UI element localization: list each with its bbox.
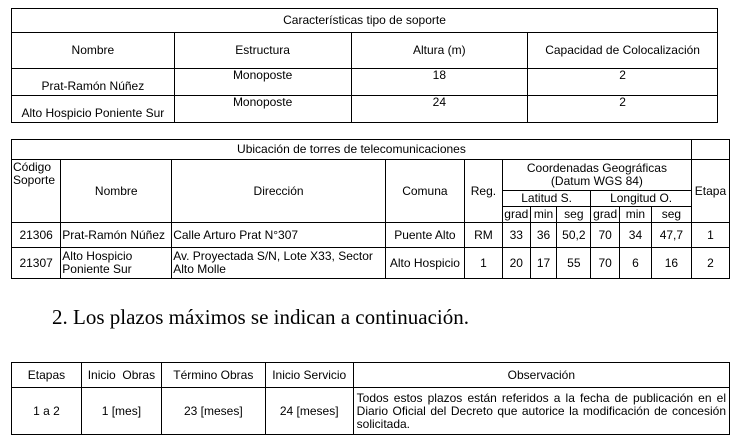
cell-lat-seg: 50,2 [557,223,591,248]
cell-comuna: Alto Hospicio [385,248,464,279]
cell-nombre: Prat-Ramón Núñez [12,69,175,96]
header-latitud: Latitud S. [502,191,590,207]
table-row [12,388,730,435]
cell-nombre: Alto Hospicio Poniente Sur [12,96,175,123]
section-heading: 2. Los plazos máximos se indican a continuación. [52,305,469,329]
header-longitud: Longitud O. [591,191,692,207]
cell-lat-min: 17 [530,248,557,279]
header-lon-seg: seg [651,207,691,223]
header-inicio-obras: Inicio Obras [81,363,161,388]
cell-lon-min: 6 [620,248,652,279]
header-lat-grad: grad [504,207,529,221]
cell-reg: 1 [464,248,502,279]
table-row [12,248,730,279]
header-termino-obras: Término Obras [161,363,265,388]
cell-lat-grad: 33 [502,223,530,248]
cell-codigo: 21306 [12,223,61,248]
header-estructura: Estructura [174,33,351,69]
cell-lon-seg: 16 [651,248,691,279]
header-codigo-soporte: Código Soporte [12,160,61,223]
header-nombre: Nombre [12,33,175,69]
location-table-title: Ubicación de torres de telecomunicaciones [12,140,692,160]
header-lon-grad: grad [591,207,620,223]
cell-altura: 18 [351,69,528,96]
cell-reg: RM [464,223,502,248]
cell-estructura: Monoposte [174,69,351,96]
header-lat-seg: seg [557,207,591,223]
cell-lon-grad: 70 [591,248,620,279]
header-nombre: Nombre [61,160,172,223]
cell-nombre: Prat-Ramón Núñez [61,223,172,248]
cell-lat-min: 36 [530,223,557,248]
table-row [12,69,718,96]
header-lon-min: min [620,207,652,223]
cell-capacidad: 2 [528,69,718,96]
cell-etapa: 1 [691,223,729,248]
header-capacidad: Capacidad de Colocalización [528,33,718,69]
cell-etapas: 1 a 2 [12,388,82,435]
header-observacion: Observación [353,363,729,388]
header-inicio-servicio: Inicio Servicio [265,363,353,388]
cell-capacidad: 2 [528,96,718,123]
tower-location-table [11,139,730,279]
header-etapa: Etapa [691,160,729,223]
cell-nombre: Alto Hospicio Poniente Sur [61,248,172,279]
cell-observacion: Todos estos plazos están referidos a la fecha de publicación en el Diario Oficial del Decreto que autorice la modificación de concesión solicitada. [353,388,729,435]
table-row [12,223,730,248]
cell-direccion: Av. Proyectada S/N, Lote X33, Sector Alto Molle [172,248,386,279]
support-characteristics-table [11,8,718,123]
cell-estructura: Monoposte [174,96,351,123]
cell-inicio-servicio: 24 [meses] [265,388,353,435]
cell-etapa: 2 [691,248,729,279]
cell-lat-grad: 20 [502,248,530,279]
cell-lon-min: 34 [620,223,652,248]
cell-altura: 24 [351,96,528,123]
cell-codigo: 21307 [12,248,61,279]
header-reg: Reg. [464,160,502,223]
deadlines-table [11,362,730,435]
header-comuna: Comuna [385,160,464,223]
header-altura: Altura (m) [351,33,528,69]
cell-lon-seg: 47,7 [651,223,691,248]
cell-comuna: Puente Alto [385,223,464,248]
cell-direccion: Calle Arturo Prat N°307 [172,223,386,248]
header-coordenadas: Coordenadas Geográficas (Datum WGS 84) [502,160,691,191]
support-table-title: Características tipo de soporte [12,9,718,33]
header-direccion: Dirección [172,160,386,223]
cell-lat-seg: 55 [557,248,591,279]
cell-lon-grad: 70 [591,223,620,248]
title-corner-cell [691,140,729,160]
table-row [12,96,718,123]
cell-termino-obras: 23 [meses] [161,388,265,435]
header-lat-min: min [530,207,557,223]
header-etapas: Etapas [12,363,82,388]
cell-inicio-obras: 1 [mes] [81,388,161,435]
